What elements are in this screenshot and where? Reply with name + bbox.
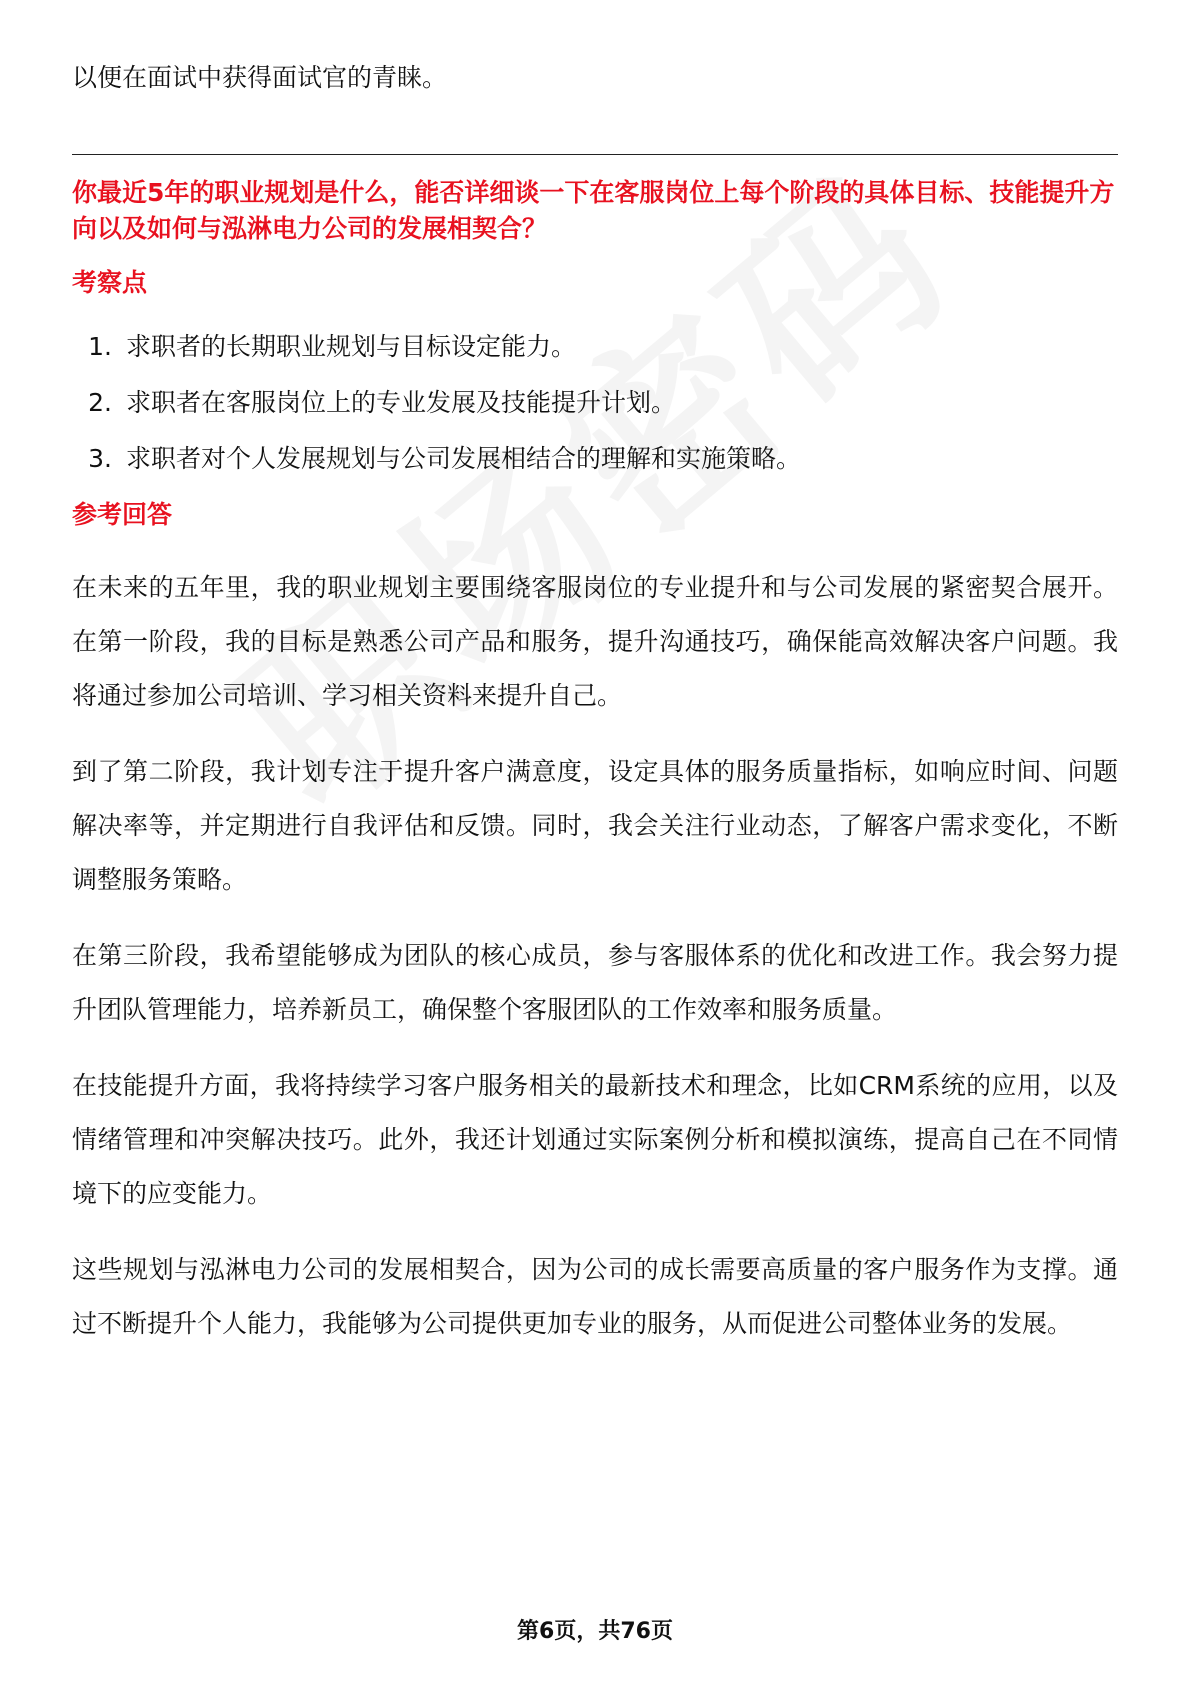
list-item (72, 385, 1118, 421)
answer-paragraph: 在技能提升方面，我将持续学习客户服务相关的最新技术和理念，比如CRM系统的应用，以及情绪管理和冲突解决技巧。此外，我还计划通过实际案例分析和模拟演练，提高自己在不同情境下的应变能力。 (72, 1071, 1118, 1208)
answer-title: 参考回答 (72, 500, 173, 529)
list-item (72, 441, 1118, 477)
answer-paragraph: 到了第二阶段，我计划专注于提升客户满意度，设定具体的服务质量指标，如响应时间、问题解决率等，并定期进行自我评估和反馈。同时，我会关注行业动态，了解客户需求变化，不断调整服务策略。 (72, 757, 1118, 894)
list-item-number: 2. (88, 388, 112, 417)
assessment-list (72, 329, 1118, 477)
list-item-text: 求职者的长期职业规划与目标设定能力。 (126, 332, 577, 361)
answer-paragraph: 在未来的五年里，我的职业规划主要围绕客服岗位的专业提升和与公司发展的紧密契合展开。在第一阶段，我的目标是熟悉公司产品和服务，提升沟通技巧，确保能高效解决客户问题。我将通过参加公司培训、学习相关资料来提升自己。 (72, 573, 1118, 710)
lead-text: 以便在面试中获得面试官的青睐。 (72, 63, 448, 92)
page-content (72, 60, 1118, 1351)
answer-paragraph: 在第三阶段，我希望能够成为团队的核心成员，参与客服体系的优化和改进工作。我会努力提升团队管理能力，培养新员工，确保整个客服团队的工作效率和服务质量。 (72, 941, 1118, 1024)
list-item-text: 求职者对个人发展规划与公司发展相结合的理解和实施策略。 (126, 444, 802, 473)
list-item-number: 1. (88, 332, 112, 361)
list-item-number: 3. (88, 444, 112, 473)
list-item-text: 求职者在客服岗位上的专业发展及技能提升计划。 (126, 388, 677, 417)
list-item (72, 329, 1118, 365)
answer-paragraph: 这些规划与泓淋电力公司的发展相契合，因为公司的成长需要高质量的客户服务作为支撑。通过不断提升个人能力，我能够为公司提供更加专业的服务，从而促进公司整体业务的发展。 (72, 1255, 1118, 1338)
assessment-title: 考察点 (72, 268, 148, 297)
section-divider (72, 154, 1118, 155)
page-footer: 第6页，共76页 (517, 1619, 673, 1644)
question-heading: 你最近5年的职业规划是什么，能否详细谈一下在客服岗位上每个阶段的具体目标、技能提升方向以及如何与泓淋电力公司的发展相契合？ (72, 178, 1115, 243)
